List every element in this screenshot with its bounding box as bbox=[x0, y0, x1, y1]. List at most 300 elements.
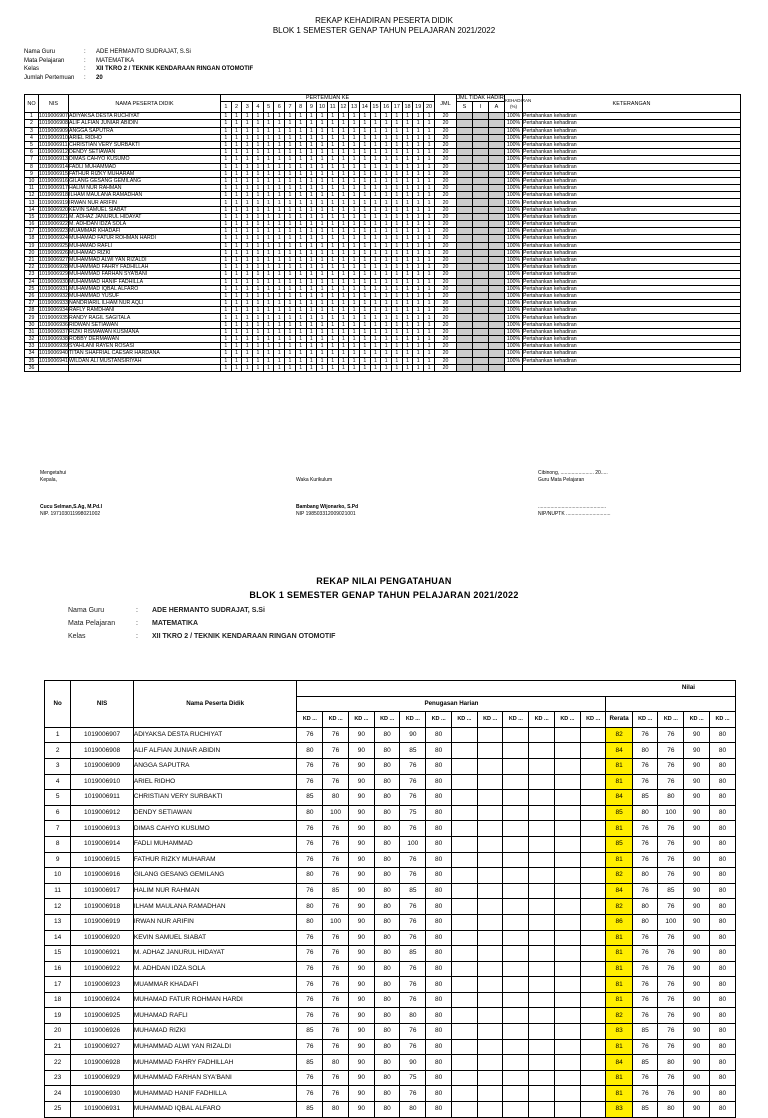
cell-present: 1 bbox=[327, 285, 338, 292]
cell-score: 76 bbox=[297, 852, 323, 868]
cell-present: 1 bbox=[263, 264, 274, 271]
cell-present: 1 bbox=[295, 285, 306, 292]
cell-present: 1 bbox=[338, 328, 349, 335]
cell-present: 1 bbox=[359, 199, 370, 206]
cell-note: Pertahankan kehadiran bbox=[523, 336, 741, 343]
cell-present: 1 bbox=[317, 149, 328, 156]
cell-absent bbox=[456, 350, 472, 357]
cell-note: Pertahankan kehadiran bbox=[523, 206, 741, 213]
cell-absent bbox=[456, 134, 472, 141]
cell-score-empty bbox=[580, 836, 606, 852]
cell-present: 1 bbox=[359, 336, 370, 343]
cell-total: 20 bbox=[434, 163, 456, 170]
cell-present: 1 bbox=[231, 271, 242, 278]
cell-score: 80 bbox=[374, 758, 400, 774]
cell-absent bbox=[456, 249, 472, 256]
cell-absent bbox=[456, 300, 472, 307]
cell-name: DENDY SETIAWAN bbox=[133, 805, 297, 821]
cell-score-empty bbox=[529, 852, 555, 868]
cell-present: 1 bbox=[242, 206, 253, 213]
cell-absent bbox=[472, 235, 488, 242]
cell-present: 1 bbox=[295, 127, 306, 134]
cell-absent bbox=[472, 149, 488, 156]
cell-score: 76 bbox=[323, 1039, 349, 1055]
cell-score: 80 bbox=[374, 790, 400, 806]
cell-present: 1 bbox=[221, 321, 232, 328]
cell-present: 1 bbox=[274, 170, 285, 177]
cell-present: 1 bbox=[381, 242, 392, 249]
cell-absent bbox=[488, 170, 504, 177]
cell-score: 80 bbox=[632, 805, 658, 821]
cell-no: 4 bbox=[25, 134, 39, 141]
cell-present: 1 bbox=[402, 242, 413, 249]
header-kd: KD ... bbox=[529, 712, 555, 728]
cell-present: 1 bbox=[253, 185, 264, 192]
cell-score: 80 bbox=[426, 758, 452, 774]
cell-present: 1 bbox=[295, 350, 306, 357]
cell-present: 1 bbox=[338, 163, 349, 170]
cell-absent bbox=[472, 141, 488, 148]
cell-present: 1 bbox=[221, 127, 232, 134]
cell-present: 1 bbox=[253, 127, 264, 134]
grades-row bbox=[45, 805, 736, 821]
cell-present: 1 bbox=[285, 156, 296, 163]
cell-present: 1 bbox=[231, 300, 242, 307]
cell-score: 100 bbox=[400, 836, 426, 852]
cell-total: 20 bbox=[434, 364, 456, 371]
cell-present: 1 bbox=[295, 170, 306, 177]
cell-score: 80 bbox=[374, 930, 400, 946]
cell-present: 1 bbox=[295, 300, 306, 307]
cell-present: 1 bbox=[263, 249, 274, 256]
cell-score-empty bbox=[451, 1102, 477, 1118]
cell-present: 1 bbox=[295, 235, 306, 242]
cell-score: 80 bbox=[297, 805, 323, 821]
cell-score: 80 bbox=[709, 774, 735, 790]
cell-present: 1 bbox=[370, 192, 381, 199]
header-meeting-number: 15 bbox=[370, 102, 381, 113]
cell-note: Pertahankan kehadiran bbox=[523, 134, 741, 141]
cell-present: 1 bbox=[285, 249, 296, 256]
cell-score-empty bbox=[554, 836, 580, 852]
cell-present: 1 bbox=[381, 300, 392, 307]
grades-row bbox=[45, 883, 736, 899]
cell-percent: 100% bbox=[505, 185, 523, 192]
cell-no: 23 bbox=[25, 271, 39, 278]
info-label: Jumlah Pertemuan bbox=[24, 74, 75, 81]
cell-present: 1 bbox=[359, 264, 370, 271]
grades-row bbox=[45, 930, 736, 946]
header-absent: JML TIDAK HADIR bbox=[457, 95, 504, 102]
cell-score-empty bbox=[503, 1102, 529, 1118]
grades-info bbox=[68, 604, 335, 643]
cell-present: 1 bbox=[327, 249, 338, 256]
cell-present: 1 bbox=[349, 343, 360, 350]
cell-total: 20 bbox=[434, 113, 456, 120]
cell-present: 1 bbox=[413, 192, 424, 199]
cell-score-empty bbox=[477, 836, 503, 852]
cell-present: 1 bbox=[274, 256, 285, 263]
cell-present: 1 bbox=[413, 242, 424, 249]
grades-row bbox=[45, 914, 736, 930]
cell-present: 1 bbox=[349, 314, 360, 321]
cell-present: 1 bbox=[424, 364, 435, 371]
cell-present: 1 bbox=[338, 170, 349, 177]
cell-nis: 1019006926 bbox=[39, 249, 68, 256]
cell-absent bbox=[472, 278, 488, 285]
cell-present: 1 bbox=[231, 120, 242, 127]
header-s: S bbox=[456, 102, 472, 113]
cell-present: 1 bbox=[295, 221, 306, 228]
cell-score: 80 bbox=[658, 1055, 684, 1071]
cell-score: 76 bbox=[632, 1070, 658, 1086]
cell-score: 76 bbox=[323, 899, 349, 915]
cell-present: 1 bbox=[402, 170, 413, 177]
cell-note: Pertahankan kehadiran bbox=[523, 256, 741, 263]
cell-present: 1 bbox=[338, 314, 349, 321]
cell-present: 1 bbox=[413, 264, 424, 271]
cell-absent bbox=[472, 134, 488, 141]
sig-mid-nip: NIP 198503312009021001 bbox=[296, 511, 356, 517]
cell-nis: 1019006937 bbox=[39, 328, 68, 335]
grades-row bbox=[45, 946, 736, 962]
cell-name: DIMAS CAHYO KUSUMO bbox=[133, 821, 297, 837]
cell-present: 1 bbox=[392, 141, 403, 148]
cell-score: 80 bbox=[709, 790, 735, 806]
cell-score-empty bbox=[477, 1008, 503, 1024]
cell-absent bbox=[488, 264, 504, 271]
cell-present: 1 bbox=[349, 285, 360, 292]
cell-score: 76 bbox=[400, 992, 426, 1008]
cell-score: 90 bbox=[348, 1086, 374, 1102]
cell-score-empty bbox=[451, 1024, 477, 1040]
cell-score-empty bbox=[477, 883, 503, 899]
cell-score: 80 bbox=[709, 1024, 735, 1040]
cell-present: 1 bbox=[263, 364, 274, 371]
cell-name: GILANG GESANG GEMILANG bbox=[69, 177, 221, 184]
cell-present: 1 bbox=[253, 163, 264, 170]
cell-present: 1 bbox=[263, 278, 274, 285]
cell-present: 1 bbox=[402, 307, 413, 314]
cell-score: 76 bbox=[297, 1086, 323, 1102]
grades-row bbox=[45, 1008, 736, 1024]
cell-present: 1 bbox=[392, 156, 403, 163]
cell-name bbox=[69, 364, 221, 371]
cell-name: GILANG GESANG GEMILANG bbox=[133, 868, 297, 884]
cell-present: 1 bbox=[221, 256, 232, 263]
cell-score: 76 bbox=[658, 1039, 684, 1055]
cell-present: 1 bbox=[381, 264, 392, 271]
cell-score-empty bbox=[580, 727, 606, 743]
cell-score: 80 bbox=[426, 977, 452, 993]
cell-present: 1 bbox=[242, 213, 253, 220]
cell-present: 1 bbox=[253, 213, 264, 220]
attendance-row bbox=[25, 156, 741, 163]
cell-no: 8 bbox=[45, 836, 71, 852]
cell-nis: 1019006916 bbox=[39, 177, 68, 184]
cell-no: 3 bbox=[25, 127, 39, 134]
cell-total: 20 bbox=[434, 120, 456, 127]
attendance-row bbox=[25, 321, 741, 328]
cell-present: 1 bbox=[424, 228, 435, 235]
cell-score: 90 bbox=[348, 946, 374, 962]
cell-present: 1 bbox=[402, 249, 413, 256]
cell-score: 76 bbox=[323, 1024, 349, 1040]
cell-present: 1 bbox=[274, 177, 285, 184]
cell-nis: 1019006916 bbox=[71, 868, 134, 884]
cell-rerata: 84 bbox=[606, 790, 632, 806]
cell-present: 1 bbox=[285, 163, 296, 170]
cell-nis: 1019006917 bbox=[39, 185, 68, 192]
cell-present: 1 bbox=[359, 235, 370, 242]
cell-present: 1 bbox=[231, 127, 242, 134]
cell-absent bbox=[472, 228, 488, 235]
cell-absent bbox=[456, 149, 472, 156]
cell-no: 3 bbox=[45, 758, 71, 774]
cell-rerata: 81 bbox=[606, 1086, 632, 1102]
cell-present: 1 bbox=[370, 321, 381, 328]
cell-present: 1 bbox=[263, 199, 274, 206]
cell-score: 76 bbox=[400, 868, 426, 884]
cell-score-empty bbox=[580, 774, 606, 790]
cell-name: IRWAN NUR ARIFIN bbox=[133, 914, 297, 930]
cell-present: 1 bbox=[381, 350, 392, 357]
cell-score: 80 bbox=[374, 1024, 400, 1040]
grades-header-row bbox=[45, 681, 736, 697]
cell-present: 1 bbox=[285, 343, 296, 350]
cell-present: 1 bbox=[231, 192, 242, 199]
cell-present: 1 bbox=[253, 271, 264, 278]
cell-name: ADIYAKSA DESTA RUCHIYAT bbox=[133, 727, 297, 743]
cell-present: 1 bbox=[306, 264, 317, 271]
cell-total: 20 bbox=[434, 199, 456, 206]
cell-absent bbox=[456, 256, 472, 263]
cell-absent bbox=[488, 364, 504, 371]
cell-present: 1 bbox=[349, 120, 360, 127]
cell-nis: 1019006922 bbox=[39, 221, 68, 228]
cell-present: 1 bbox=[359, 163, 370, 170]
cell-no: 25 bbox=[25, 285, 39, 292]
cell-score-empty bbox=[477, 961, 503, 977]
cell-absent bbox=[488, 228, 504, 235]
cell-present: 1 bbox=[424, 256, 435, 263]
cell-score: 76 bbox=[400, 977, 426, 993]
cell-nis: 1019006926 bbox=[71, 1024, 134, 1040]
cell-percent: 100% bbox=[505, 249, 523, 256]
cell-present: 1 bbox=[338, 242, 349, 249]
cell-present: 1 bbox=[359, 307, 370, 314]
cell-no: 28 bbox=[25, 307, 39, 314]
cell-score-empty bbox=[529, 790, 555, 806]
cell-absent bbox=[488, 300, 504, 307]
cell-score: 85 bbox=[632, 1024, 658, 1040]
cell-note: Pertahankan kehadiran bbox=[523, 170, 741, 177]
signature-principal bbox=[40, 470, 102, 518]
cell-present: 1 bbox=[424, 156, 435, 163]
cell-present: 1 bbox=[381, 307, 392, 314]
cell-present: 1 bbox=[231, 228, 242, 235]
cell-present: 1 bbox=[274, 235, 285, 242]
cell-present: 1 bbox=[317, 235, 328, 242]
cell-present: 1 bbox=[263, 357, 274, 364]
cell-name: MUHAMAD FATUR ROHMAN HARDI bbox=[69, 235, 221, 242]
cell-score-empty bbox=[554, 758, 580, 774]
cell-score-empty bbox=[554, 774, 580, 790]
attendance-info bbox=[24, 48, 253, 82]
cell-present: 1 bbox=[370, 307, 381, 314]
cell-rerata: 83 bbox=[606, 1102, 632, 1118]
grades-row bbox=[45, 868, 736, 884]
header-meeting-number: 8 bbox=[295, 102, 306, 113]
cell-present: 1 bbox=[231, 221, 242, 228]
attendance-title: REKAP KEHADIRAN PESERTA DIDIK bbox=[315, 16, 453, 25]
cell-present: 1 bbox=[253, 192, 264, 199]
cell-score: 90 bbox=[348, 1070, 374, 1086]
cell-present: 1 bbox=[253, 141, 264, 148]
cell-score-empty bbox=[451, 883, 477, 899]
cell-score: 75 bbox=[400, 1070, 426, 1086]
cell-present: 1 bbox=[242, 292, 253, 299]
cell-percent: 100% bbox=[505, 134, 523, 141]
cell-present: 1 bbox=[370, 134, 381, 141]
cell-present: 1 bbox=[370, 228, 381, 235]
cell-score-empty bbox=[451, 805, 477, 821]
cell-score-empty bbox=[503, 883, 529, 899]
cell-score: 80 bbox=[374, 774, 400, 790]
cell-present: 1 bbox=[424, 300, 435, 307]
cell-present: 1 bbox=[274, 285, 285, 292]
cell-present: 1 bbox=[231, 336, 242, 343]
cell-score: 80 bbox=[709, 836, 735, 852]
cell-score: 76 bbox=[297, 883, 323, 899]
cell-present: 1 bbox=[359, 206, 370, 213]
cell-score-empty bbox=[503, 961, 529, 977]
cell-present: 1 bbox=[306, 185, 317, 192]
cell-present: 1 bbox=[231, 199, 242, 206]
cell-present: 1 bbox=[274, 192, 285, 199]
cell-present: 1 bbox=[392, 120, 403, 127]
cell-present: 1 bbox=[349, 206, 360, 213]
info-label: Kelas bbox=[68, 633, 86, 640]
cell-rerata: 81 bbox=[606, 758, 632, 774]
cell-present: 1 bbox=[349, 156, 360, 163]
cell-present: 1 bbox=[402, 292, 413, 299]
cell-score-empty bbox=[529, 1039, 555, 1055]
cell-percent bbox=[505, 364, 523, 371]
cell-score: 76 bbox=[632, 852, 658, 868]
cell-absent bbox=[488, 256, 504, 263]
cell-present: 1 bbox=[285, 242, 296, 249]
cell-score: 80 bbox=[374, 1055, 400, 1071]
cell-total: 20 bbox=[434, 149, 456, 156]
cell-present: 1 bbox=[263, 134, 274, 141]
cell-score-empty bbox=[529, 774, 555, 790]
cell-no: 1 bbox=[25, 113, 39, 120]
sig-right-line1: Cibinong, ........................ 20..... bbox=[538, 470, 608, 476]
cell-total: 20 bbox=[434, 256, 456, 263]
cell-total: 20 bbox=[434, 192, 456, 199]
cell-rerata: 84 bbox=[606, 743, 632, 759]
cell-present: 1 bbox=[359, 170, 370, 177]
cell-score: 76 bbox=[632, 758, 658, 774]
cell-nis: 1019006914 bbox=[71, 836, 134, 852]
cell-present: 1 bbox=[295, 343, 306, 350]
cell-present: 1 bbox=[253, 321, 264, 328]
cell-present: 1 bbox=[349, 141, 360, 148]
cell-score: 76 bbox=[297, 930, 323, 946]
cell-present: 1 bbox=[338, 350, 349, 357]
cell-score: 80 bbox=[426, 1102, 452, 1118]
cell-score-empty bbox=[554, 914, 580, 930]
cell-present: 1 bbox=[381, 314, 392, 321]
sig-mid-name: Bambang Wijonarko, S.Pd bbox=[296, 504, 359, 510]
cell-present: 1 bbox=[327, 141, 338, 148]
cell-present: 1 bbox=[285, 141, 296, 148]
attendance-row bbox=[25, 192, 741, 199]
cell-name: ANGGA SAPUTRA bbox=[69, 127, 221, 134]
cell-score: 90 bbox=[684, 1055, 710, 1071]
cell-present: 1 bbox=[402, 113, 413, 120]
cell-present: 1 bbox=[381, 249, 392, 256]
cell-present: 1 bbox=[349, 149, 360, 156]
cell-score: 90 bbox=[684, 1102, 710, 1118]
cell-present: 1 bbox=[392, 364, 403, 371]
header-meeting-number: 11 bbox=[327, 102, 338, 113]
cell-score-empty bbox=[580, 821, 606, 837]
cell-present: 1 bbox=[370, 221, 381, 228]
cell-present: 1 bbox=[317, 185, 328, 192]
cell-score: 80 bbox=[374, 1039, 400, 1055]
cell-present: 1 bbox=[413, 256, 424, 263]
cell-present: 1 bbox=[413, 206, 424, 213]
cell-present: 1 bbox=[413, 235, 424, 242]
cell-present: 1 bbox=[274, 120, 285, 127]
cell-total: 20 bbox=[434, 321, 456, 328]
cell-score: 76 bbox=[297, 1008, 323, 1024]
cell-present: 1 bbox=[242, 285, 253, 292]
cell-present: 1 bbox=[413, 328, 424, 335]
cell-score-empty bbox=[580, 1102, 606, 1118]
cell-score-empty bbox=[477, 743, 503, 759]
cell-present: 1 bbox=[327, 350, 338, 357]
cell-score: 76 bbox=[632, 774, 658, 790]
cell-score: 80 bbox=[426, 1024, 452, 1040]
cell-present: 1 bbox=[295, 163, 306, 170]
cell-score-empty bbox=[451, 836, 477, 852]
cell-no: 27 bbox=[25, 300, 39, 307]
cell-present: 1 bbox=[274, 264, 285, 271]
cell-present: 1 bbox=[274, 357, 285, 364]
cell-absent bbox=[472, 256, 488, 263]
cell-score: 76 bbox=[323, 930, 349, 946]
header-a: A bbox=[488, 102, 504, 113]
cell-score-empty bbox=[477, 805, 503, 821]
cell-percent: 100% bbox=[505, 300, 523, 307]
cell-present: 1 bbox=[349, 292, 360, 299]
cell-present: 1 bbox=[221, 113, 232, 120]
cell-score-empty bbox=[477, 1102, 503, 1118]
cell-score: 76 bbox=[658, 1086, 684, 1102]
cell-present: 1 bbox=[242, 170, 253, 177]
cell-absent bbox=[488, 199, 504, 206]
cell-absent bbox=[472, 242, 488, 249]
cell-present: 1 bbox=[413, 343, 424, 350]
cell-present: 1 bbox=[392, 163, 403, 170]
cell-note: Pertahankan kehadiran bbox=[523, 264, 741, 271]
cell-present: 1 bbox=[231, 170, 242, 177]
cell-present: 1 bbox=[242, 134, 253, 141]
header-no: No bbox=[45, 681, 71, 728]
